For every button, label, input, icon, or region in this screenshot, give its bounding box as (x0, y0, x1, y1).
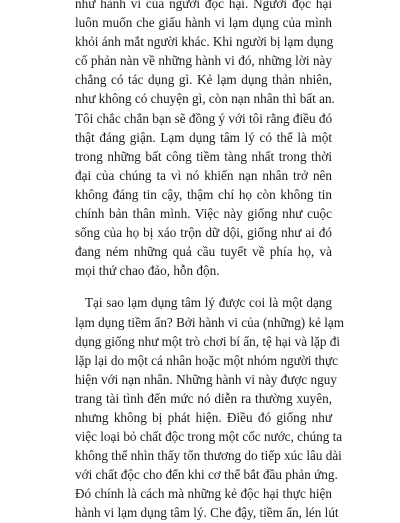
text-line: đang ném những quả cầu tuyết về phía họ, và (75, 244, 332, 260)
text-line: hiện với nạn nhân. Những hành vi này được nguy (75, 371, 337, 387)
text-line: Đó chính là cách mà những kẻ độc hại thực hiện (75, 486, 332, 502)
text-line: trong những bất công tiềm tàng nhất trong thời (75, 148, 332, 164)
text-line: hành vi lạm dụng tâm lý. Che đậy, tiềm ẩn, lén lút (75, 505, 339, 521)
text-line: thật đáng giận. Lạm dụng tâm lý có thể là một (75, 129, 332, 145)
text-line: việc loại bỏ chất độc trong một cốc nước, chúng ta (75, 429, 343, 445)
text-line: không đáng tin cậy, thậm chí họ còn không tin (75, 186, 332, 202)
text-line: Tôi chắc chắn bạn sẽ đồng ý với tôi rằng điều đó (75, 110, 333, 126)
text-line: Tại sao lạm dụng tâm lý được coi là một dạng (85, 295, 332, 311)
text-line: như không có chuyện gì, còn nạn nhân thì bất an. (75, 91, 335, 107)
text-line: với chất độc cho đến khi cơ thể bắt đầu phản ứng. (75, 467, 338, 483)
text-line: không thể nhìn thấy tổn thương do tiếp xúc lâu dài (75, 448, 342, 464)
text-line: mọi thứ chao đảo, hỗn độn. (75, 263, 220, 279)
text-line: luôn muốn che giấu hành vi lạm dụng của mình (75, 15, 332, 31)
text-line: lạm dụng tiềm ẩn? Bởi hành vi của (những) kẻ lạm (75, 314, 345, 330)
text-line: khỏi ánh mắt người khác. Khi người bị lạm dụng (75, 34, 334, 50)
paragraph-2 (0, 293, 400, 522)
text-line: trang tài tình đến mức nó diễn ra thường xuyên, (75, 390, 332, 406)
text-line: lặp lại do một cá nhân hoặc một nhóm người thực (75, 352, 338, 368)
text-line: đại của chúng ta vì nó khiến nạn nhân trở nên (75, 167, 332, 183)
text-line: cố phản nàn về những hành vi đó, những lời này (75, 53, 332, 69)
text-line: sống của họ bị xáo trộn dữ dội, giống như ai đó (75, 225, 332, 241)
text-line: như hành vi của người độc hại. Người độc hại (75, 0, 332, 11)
paragraph-gap (0, 280, 400, 293)
text-line: chính bản thân mình. Việc này giống như cuộc (75, 206, 332, 222)
text-line: nhưng không bị phát hiện. Điều đó giống như (75, 409, 332, 425)
text-line: dụng giống như một trò chơi bí ẩn, tệ hại và lặp đi (75, 333, 341, 349)
text-line: chẳng có tác dụng gì. Kẻ lạm dụng thản nhiên, (75, 72, 332, 88)
